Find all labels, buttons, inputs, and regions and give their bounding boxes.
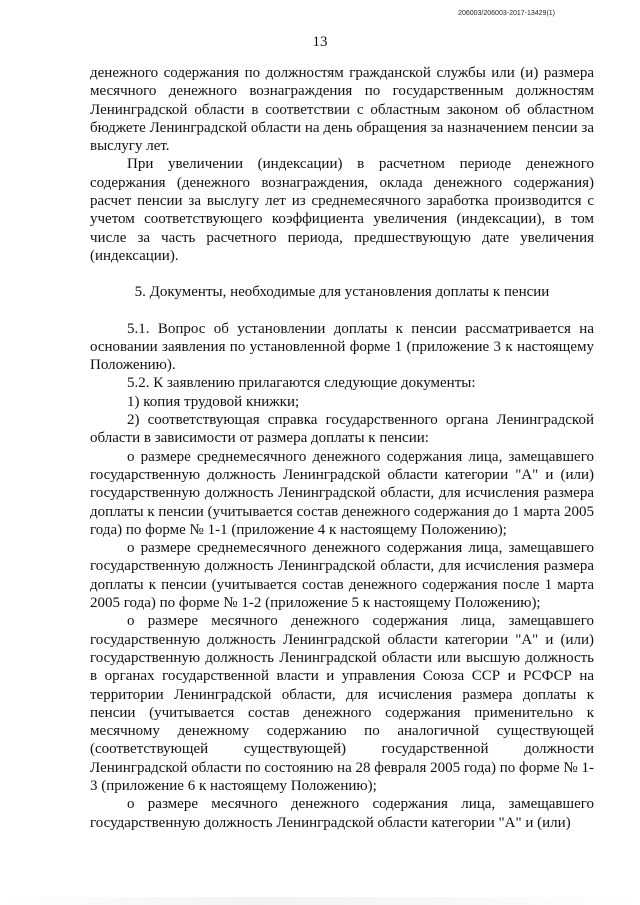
page-number: 13: [312, 34, 328, 50]
sub-item-continued: о размере месячного денежного содержания лица, замещавшего государственную должность Ленинградской области категории "А" и (или): [90, 796, 594, 831]
document-id: 206003/206003-2017-13429(1): [458, 10, 555, 17]
list-item-2: 2) соответствующая справка государственного органа Ленинградской области в зависимости от размера доплаты к пенсии:: [90, 412, 594, 447]
sub-item-form-1-2: о размере среднемесячного денежного содержания лица, замещавшего государственную должность Ленинградской области, для исчисления размера доплаты к пенсии (учитывается состав денежного содержания после 1 марта 2005 года) по форме № 1-2 (приложение 5 к настоящему Положению);: [90, 540, 594, 612]
document-body: [90, 64, 594, 832]
sub-item-form-1-3: о размере месячного денежного содержания лица, замещавшего государственную должность Ленинградской области категории "А" и (или) государственную должность Ленинградской области или высшую должность в органах государственной власти и управления Союза ССР и РСФСР на территории Ленинградской области, для исчисления размера доплаты к пенсии (учитывается состав денежного содержания применительно к месячному денежному содержанию по аналогичной существующей (соответствующей существующей) государственной должности Ленинградской области по состоянию на 28 февраля 2005 года) по форме № 1-3 (приложение 6 к настоящему Положению);: [90, 613, 594, 794]
clause-5-2: 5.2. К заявлению прилагаются следующие документы:: [127, 375, 476, 392]
sub-item-form-1-1: о размере среднемесячного денежного содержания лица, замещавшего государственную должность Ленинградской области категории "А" и (или) государственную должность Ленинградской области, для исчисления размера доплаты к пенсии (учитывается состав денежного содержания до 1 марта 2005 года) по форме № 1-1 (приложение 4 к настоящему Положению);: [90, 448, 594, 538]
paragraph-indexation: При увеличении (индексации) в расчетном периоде денежного содержания (денежного вознаграждения, оклада денежного содержания) расчет пенсии за выслугу лет из среднемесячного заработка производится с учетом соответствующего коэффициента увеличения (индексации), в том числе за часть расчетного периода, предшествующую дате увеличения (индексации).: [90, 156, 594, 264]
list-item-1: 1) копия трудовой книжки;: [127, 393, 300, 410]
clause-5-1: 5.1. Вопрос об установлении доплаты к пенсии рассматривается на основании заявления по установленной форме 1 (приложение 3 к настоящему Положению).: [90, 320, 594, 374]
scan-edge: [0, 897, 640, 905]
paragraph-continuation: денежного содержания по должностям гражданской службы или (и) размера месячного денежного вознаграждения по государственным должностям Ленинградской области в соответствии с областным законом об областном бюджете Ленинградской области на день обращения за назначением пенсии за выслугу лет.: [90, 65, 594, 155]
section-heading: 5. Документы, необходимые для установления доплаты к пенсии: [134, 284, 550, 301]
